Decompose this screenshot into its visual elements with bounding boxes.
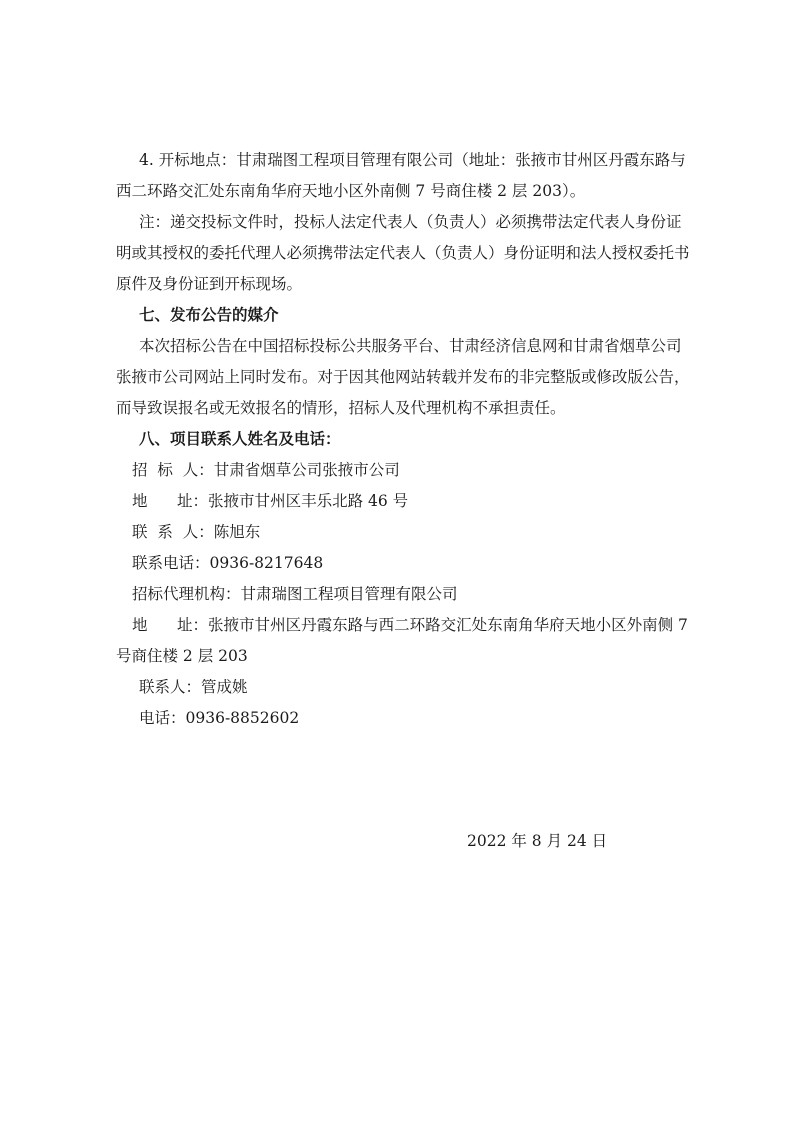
- opening-location-line-1: 4. 开标地点：甘肃瑞图工程项目管理有限公司（地址：张掖市甘州区丹霞东路与: [139, 151, 686, 169]
- section-8-heading: 八、项目联系人姓名及电话：: [139, 430, 341, 448]
- section-7-line-1: 本次招标公告在中国招标投标公共服务平台、甘肃经济信息网和甘肃省烟草公司: [139, 337, 682, 355]
- agency-address-line-2: 号商住楼 2 层 203: [116, 647, 248, 665]
- tenderer-line: 招 标 人：甘肃省烟草公司张掖市公司: [132, 461, 400, 479]
- note-line-1: 注：递交投标文件时，投标人法定代表人（负责人）必须携带法定代表人身份证: [139, 213, 682, 231]
- tenderer-address-line: 地 址：张掖市甘州区丰乐北路 46 号: [132, 492, 409, 510]
- opening-location-line-2: 西二环路交汇处东南角华府天地小区外南侧 7 号商住楼 2 层 203）。: [116, 182, 586, 200]
- section-7-line-2: 张掖市公司网站上同时发布。对于因其他网站转载并发布的非完整版或修改版公告，: [116, 368, 690, 386]
- agency-line: 招标代理机构：甘肃瑞图工程项目管理有限公司: [132, 585, 458, 603]
- tenderer-contact-line: 联 系 人：陈旭东: [132, 523, 261, 541]
- agency-address-line-1: 地 址：张掖市甘州区丹霞东路与西二环路交汇处东南角华府天地小区外南侧 7: [132, 616, 688, 634]
- document-date: 2022 年 8 月 24 日: [467, 832, 608, 850]
- agency-phone-line: 电话：0936-8852602: [139, 709, 300, 727]
- note-line-2: 明或其授权的委托代理人必须携带法定代表人（负责人）身份证明和法人授权委托书: [116, 244, 690, 262]
- section-7-line-3: 而导致误报名或无效报名的情形，招标人及代理机构不承担责任。: [116, 399, 566, 417]
- section-7-heading: 七、发布公告的媒介: [139, 306, 279, 324]
- tenderer-phone-line: 联系电话：0936-8217648: [132, 554, 324, 572]
- agency-contact-line: 联系人：管成姚: [139, 678, 248, 696]
- note-line-3: 原件及身份证到开标现场。: [116, 275, 303, 293]
